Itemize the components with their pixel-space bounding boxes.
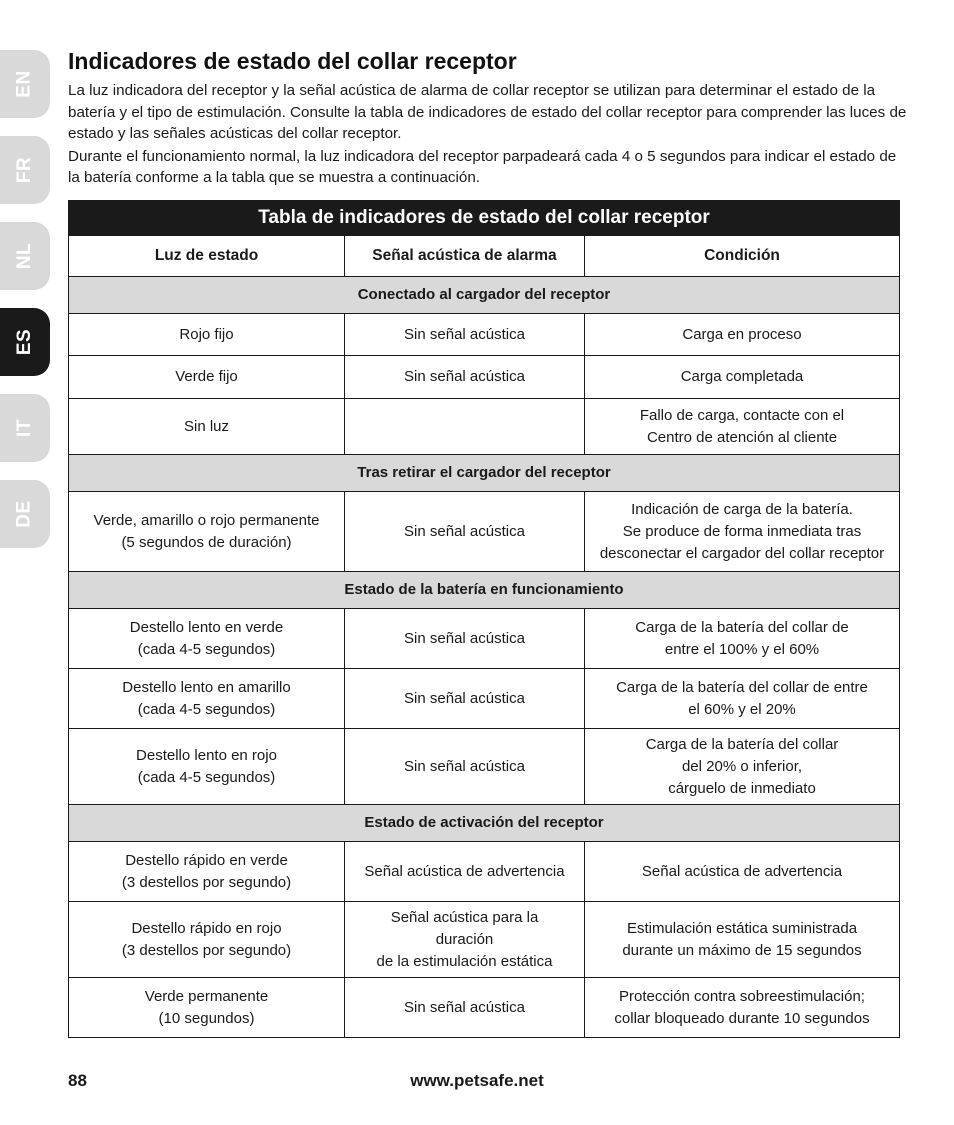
cell-condition: Carga en proceso <box>585 314 900 356</box>
section-title: Estado de la batería en funcionamiento <box>69 572 900 609</box>
table-row <box>69 314 900 356</box>
intro-paragraph: Durante el funcionamiento normal, la luz indicadora del receptor parpadeará cada 4 o 5 segundos para indicar el estado de la batería conforme a la tabla que se muestra a continuación. <box>68 147 897 187</box>
column-header-condition: Condición <box>585 236 900 277</box>
cell-condition: Señal acústica de advertencia <box>585 842 900 902</box>
language-tab-label: DE <box>14 500 35 528</box>
section-row <box>69 455 900 492</box>
cell-light: Sin luz <box>69 399 345 455</box>
cell-beep: Señal acústica de advertencia <box>345 842 585 902</box>
cell-condition: Carga completada <box>585 356 900 399</box>
cell-beep: Señal acústica para la duración de la estimulación estática <box>345 902 585 978</box>
column-header-light: Luz de estado <box>69 236 345 277</box>
language-tab-es[interactable] <box>0 308 50 376</box>
cell-condition: Carga de la batería del collar del 20% o inferior, cárguelo de inmediato <box>585 729 900 805</box>
cell-beep: Sin señal acústica <box>345 492 585 572</box>
cell-beep: Sin señal acústica <box>345 669 585 729</box>
section-row <box>69 805 900 842</box>
language-tab-nl[interactable] <box>0 222 50 290</box>
language-tab-en[interactable] <box>0 50 50 118</box>
status-table <box>68 200 900 1038</box>
cell-light: Verde fijo <box>69 356 345 399</box>
table-row <box>69 978 900 1038</box>
column-header-beep: Señal acústica de alarma <box>345 236 585 277</box>
section-row <box>69 572 900 609</box>
cell-condition: Carga de la batería del collar de entre el 100% y el 60% <box>585 609 900 669</box>
cell-light: Destello lento en verde (cada 4-5 segundos) <box>69 609 345 669</box>
page-title: Indicadores de estado del collar receptor <box>68 48 517 74</box>
section-title: Tras retirar el cargador del receptor <box>69 455 900 492</box>
section-row <box>69 277 900 314</box>
cell-light: Destello lento en rojo (cada 4-5 segundos) <box>69 729 345 805</box>
cell-light: Destello rápido en rojo (3 destellos por segundo) <box>69 902 345 978</box>
language-tab-label: FR <box>13 156 35 184</box>
cell-beep: Sin señal acústica <box>345 978 585 1038</box>
cell-condition: Fallo de carga, contacte con el Centro de atención al cliente <box>585 399 900 455</box>
cell-light: Destello rápido en verde (3 destellos por segundo) <box>69 842 345 902</box>
language-tab-de[interactable] <box>0 480 50 548</box>
cell-condition: Protección contra sobreestimulación; collar bloqueado durante 10 segundos <box>585 978 900 1038</box>
footer-url: www.petsafe.net <box>410 1071 544 1090</box>
table-row <box>69 356 900 399</box>
table-row <box>69 729 900 805</box>
cell-condition: Carga de la batería del collar de entre el 60% y el 20% <box>585 669 900 729</box>
cell-beep: Sin señal acústica <box>345 314 585 356</box>
cell-light: Rojo fijo <box>69 314 345 356</box>
intro-paragraph: La luz indicadora del receptor y la señal acústica de alarma de collar receptor se utilizan para determinar el estado de la batería y el tipo de estimulación. Consulte la tabla de indicadores de estado del collar receptor para comprender las luces de estado y las señales acústicas del collar receptor. <box>68 82 907 143</box>
language-tab-label: EN <box>14 70 35 98</box>
table-title: Tabla de indicadores de estado del collar receptor <box>69 201 900 236</box>
cell-light: Verde permanente (10 segundos) <box>69 978 345 1038</box>
cell-beep: Sin señal acústica <box>345 729 585 805</box>
page-number: 88 <box>68 1071 87 1090</box>
language-tab-label: ES <box>13 328 35 356</box>
cell-beep: Sin señal acústica <box>345 609 585 669</box>
table-row <box>69 902 900 978</box>
cell-condition: Estimulación estática suministrada durante un máximo de 15 segundos <box>585 902 900 978</box>
cell-beep <box>345 399 585 455</box>
table-row <box>69 842 900 902</box>
cell-light: Destello lento en amarillo (cada 4-5 segundos) <box>69 669 345 729</box>
language-tab-label: IT <box>13 419 35 437</box>
intro-text <box>68 80 908 190</box>
language-tab-label: NL <box>13 242 35 270</box>
cell-condition: Indicación de carga de la batería. Se produce de forma inmediata tras desconectar el cargador del collar receptor <box>585 492 900 572</box>
table-row <box>69 669 900 729</box>
table-row <box>69 609 900 669</box>
cell-light: Verde, amarillo o rojo permanente (5 segundos de duración) <box>69 492 345 572</box>
table-row <box>69 399 900 455</box>
table-row <box>69 492 900 572</box>
language-tab-fr[interactable] <box>0 136 50 204</box>
section-title: Conectado al cargador del receptor <box>69 277 900 314</box>
section-title: Estado de activación del receptor <box>69 805 900 842</box>
cell-beep: Sin señal acústica <box>345 356 585 399</box>
language-tab-it[interactable] <box>0 394 50 462</box>
table-body <box>69 277 900 1038</box>
